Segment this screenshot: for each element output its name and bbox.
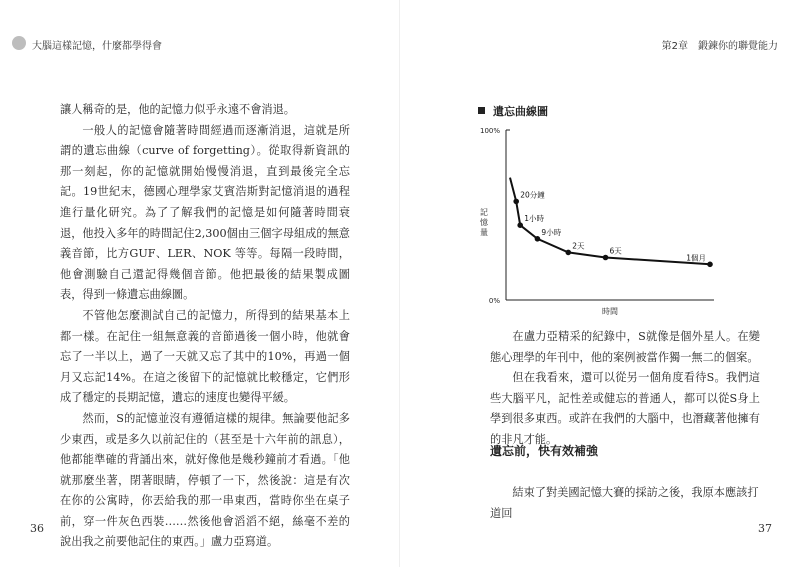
page-number-left: 36 [30, 522, 44, 535]
data-label: 1個月 [686, 253, 706, 263]
data-point [513, 199, 519, 205]
data-label: 20分鐘 [520, 190, 545, 200]
running-header-book-title: 大腦這樣記憶，什麼都學得會 [32, 41, 162, 52]
header-circle-icon [12, 36, 26, 50]
data-point [517, 222, 523, 228]
paragraph: 不管他怎麼測試自己的記憶力，所得到的結果基本上都一樣。在記住一組無意義的音節過後一個小時，他就會忘了一半以上，過了一天就又忘了其中的10%，再過一個月又忘記14%。在這之後留下的記憶就比較穩定，它們形成了穩定的長期記憶，遺忘的速度也變得平緩。 [60, 308, 350, 405]
forgetting-curve-chart [474, 120, 734, 320]
page-number-right: 37 [758, 522, 772, 535]
chapter-number: 第2章 [661, 41, 688, 52]
paragraph: 但在我看來，還可以從另一個角度看待S。我們這些大腦平凡，記性差或健忘的普通人，都可以從S身上學到很多東西。或許在我們的大腦中，也潛藏著他擁有的非凡才能。 [490, 371, 760, 446]
chapter-title: 鍛鍊你的聯覺能力 [698, 41, 778, 52]
left-body-text [60, 100, 350, 553]
section-subheading: 遺忘前，快有效補強 [490, 444, 599, 458]
data-label: 9小時 [541, 227, 562, 237]
chart-heading-text: 遺忘曲線圖 [493, 105, 548, 118]
paragraph: 結束了對美國記憶大賽的採訪之後，我原本應該打道回 [490, 486, 759, 520]
paragraph: 在盧力亞精采的紀錄中，S就像是個外星人。在變態心理學的年刊中，他的案例被當作獨一無二的個案。 [490, 330, 760, 364]
x-axis-label: 時間 [602, 307, 618, 316]
data-label: 6天 [609, 246, 622, 256]
square-bullet-icon [478, 107, 485, 114]
data-point [565, 250, 571, 256]
paragraph: 然而，S的記憶並沒有遵循這樣的規律。無論要他記多少東西，或是多久以前記住的（甚至是十六年前的訊息），他都能準確的背誦出來，就好像他是幾秒鐘前才看過。「他就那麼坐著，閉著眼睛，停頓了一下，然後說：這是有次在你的公寓時，你丟給我的那一串東西，當時你坐在桌子前，穿一件灰色西裝……然後他會滔滔不絕，絲毫不差的說出我之前要他記住的東西。」盧力亞寫道。 [60, 411, 350, 549]
paragraph: 讓人稱奇的是，他的記憶力似乎永遠不會消退。 [60, 103, 295, 116]
right-body-text-continued [490, 483, 760, 524]
data-label: 2天 [572, 241, 585, 251]
data-point [535, 236, 541, 242]
right-page [400, 0, 800, 567]
y-axis-label: 記憶量 [480, 208, 488, 237]
chart-heading [478, 103, 548, 119]
y-tick-label-100: 100% [479, 127, 500, 135]
data-label: 1小時 [524, 214, 544, 224]
running-header-chapter [662, 37, 778, 52]
data-point [603, 255, 609, 261]
y-tick-label-0: 0% [488, 297, 500, 305]
right-body-text [490, 327, 760, 451]
paragraph: 一般人的記憶會隨著時間經過而逐漸消退，這就是所謂的遺忘曲線（curve of forgetting）。從取得新資訊的那一刻起，你的記憶就開始慢慢消退，直到最後完全忘記。19世紀末，德國心理學家艾賓浩斯對記憶消退的過程進行量化研究。為了了解我們的記憶是如何隨著時間衰退，他投入多年的時間記住2,300個由三個字母組成的無意義音節，比方GUF、LER、NOK 等等。每隔一段時間，他會測驗自己還記得幾個音節。他把最後的結果製成圖表，得到一條遺忘曲線圖。 [60, 123, 350, 302]
data-point [707, 262, 713, 268]
